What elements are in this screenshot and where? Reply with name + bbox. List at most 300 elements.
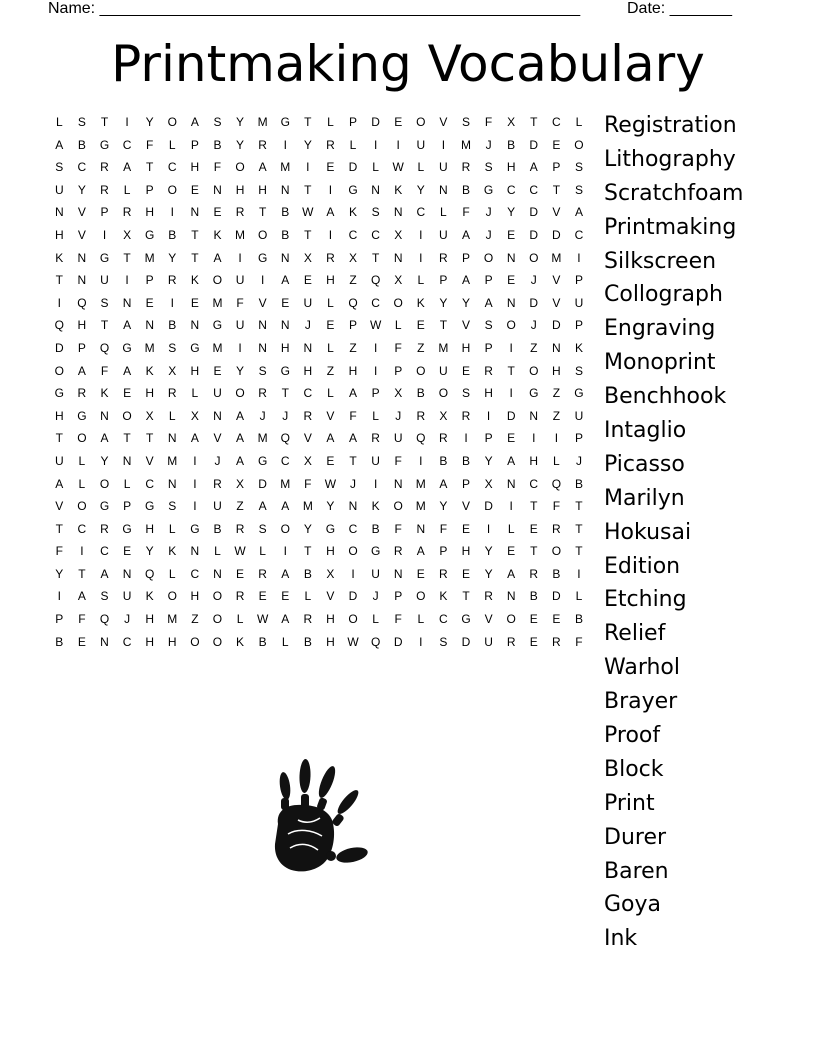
grid-letter: R (461, 408, 471, 423)
grid-letter: E (213, 205, 222, 220)
grid-letter: H (348, 363, 358, 378)
grid-letter: N (77, 273, 87, 288)
grid-letter: H (461, 340, 471, 355)
grid-letter: U (574, 408, 584, 423)
grid-letter: A (123, 318, 132, 333)
grid-letter: P (484, 340, 493, 355)
grid-letter: I (419, 453, 423, 468)
grid-letter: X (326, 566, 335, 581)
grid-letter: D (54, 340, 64, 355)
grid-letter: Z (417, 340, 425, 355)
grid-letter: T (123, 250, 131, 265)
grid-letter: Q (280, 431, 290, 446)
grid-letter: I (486, 521, 491, 536)
grid-letter: I (373, 340, 378, 355)
grid-letter: R (506, 634, 516, 649)
grid-letter: F (394, 612, 402, 627)
word-list-item: Etching (604, 587, 687, 613)
grid-letter: E (529, 612, 538, 627)
grid-letter: N (258, 340, 267, 355)
grid-letter: U (416, 137, 426, 152)
grid-letter: O (393, 295, 403, 310)
grid-letter: N (506, 476, 516, 491)
grid-letter: G (280, 115, 290, 129)
grid-letter: B (168, 227, 177, 242)
grid-letter: E (416, 318, 425, 333)
grid-letter: G (122, 521, 132, 536)
grid-letter: E (461, 363, 470, 378)
grid-letter: Y (236, 137, 245, 152)
grid-letter: A (574, 205, 583, 220)
grid-letter: A (349, 386, 358, 401)
grid-letter: C (552, 115, 561, 129)
grid-letter: Q (416, 431, 426, 446)
grid-letter: U (122, 589, 132, 604)
grid-letter: X (145, 408, 154, 423)
grid-letter: J (304, 318, 311, 333)
grid-letter: H (77, 318, 87, 333)
grid-letter: O (348, 612, 358, 627)
grid-letter: X (168, 363, 177, 378)
grid-letter: B (77, 137, 86, 152)
grid-letter: A (349, 431, 358, 446)
grid-letter: C (348, 227, 358, 242)
grid-letter: N (552, 340, 561, 355)
grid-letter: F (304, 476, 312, 491)
grid-letter: B (371, 521, 380, 536)
grid-letter: P (123, 499, 132, 514)
grid-letter: N (439, 182, 448, 197)
grid-letter: Z (191, 612, 199, 627)
grid-letter: Z (552, 408, 561, 423)
grid-letter: K (145, 363, 154, 378)
word-list-item: Proof (604, 723, 661, 749)
grid-letter: J (575, 453, 582, 468)
grid-letter: W (302, 205, 314, 220)
grid-letter: O (574, 137, 584, 152)
grid-letter: B (55, 634, 64, 649)
grid-letter: V (55, 499, 64, 514)
grid-letter: I (509, 499, 513, 514)
word-list-item: Marilyn (604, 485, 685, 511)
grid-letter: S (484, 160, 493, 175)
grid-letter: K (100, 386, 109, 401)
grid-letter: O (235, 160, 245, 175)
grid-letter: S (168, 499, 177, 514)
grid-letter: K (371, 499, 380, 514)
grid-letter: P (574, 431, 583, 446)
grid-letter: X (236, 476, 245, 491)
grid-letter: Z (349, 340, 357, 355)
grid-letter: M (167, 612, 178, 627)
grid-letter: P (394, 363, 403, 378)
grid-letter: P (349, 318, 358, 333)
grid-letter: K (236, 634, 245, 649)
grid-letter: E (145, 295, 154, 310)
grid-letter: T (304, 544, 312, 559)
grid-letter: S (77, 115, 86, 129)
grid-letter: K (574, 340, 583, 355)
grid-letter: W (234, 544, 246, 559)
grid-letter: T (304, 227, 312, 242)
grid-letter: E (326, 453, 335, 468)
grid-letter: E (394, 115, 403, 129)
grid-letter: S (484, 318, 493, 333)
grid-letter: G (99, 499, 110, 514)
grid-letter: I (57, 295, 61, 310)
grid-letter: A (484, 295, 493, 310)
grid-letter: P (439, 544, 448, 559)
word-list-item: Goya (604, 892, 662, 918)
grid-letter: Q (145, 566, 155, 581)
grid-letter: W (392, 160, 404, 175)
grid-letter: O (167, 182, 177, 197)
grid-letter: C (506, 182, 516, 197)
grid-letter: G (212, 318, 223, 333)
grid-letter: M (144, 340, 155, 355)
grid-letter: I (125, 115, 129, 129)
grid-letter: O (167, 115, 177, 129)
grid-letter: K (416, 295, 425, 310)
grid-letter: O (212, 612, 223, 627)
grid-letter: A (326, 205, 335, 220)
word-list-item: Engraving (604, 316, 716, 342)
grid-letter: R (529, 566, 539, 581)
grid-letter: W (347, 634, 359, 649)
grid-letter: U (54, 453, 64, 468)
grid-letter: H (145, 612, 154, 627)
grid-letter: I (328, 227, 333, 242)
grid-letter: R (235, 589, 245, 604)
word-list-item: Picasso (604, 451, 685, 477)
grid-letter: T (304, 115, 312, 129)
grid-letter: N (190, 205, 200, 220)
word-list-item: Monoprint (604, 350, 716, 376)
word-list-item: Warhol (604, 655, 681, 681)
grid-letter: A (236, 453, 245, 468)
grid-letter: J (530, 318, 537, 333)
grid-letter: G (77, 408, 87, 423)
name-field-label: Name: ______________________________________________________ (48, 0, 581, 17)
grid-letter: R (100, 160, 109, 175)
grid-letter: A (258, 499, 267, 514)
grid-letter: A (55, 137, 64, 152)
grid-letter: D (552, 318, 561, 333)
grid-letter: L (327, 386, 334, 401)
grid-letter: O (257, 227, 268, 242)
grid-letter: T (530, 499, 538, 514)
grid-letter: E (326, 160, 335, 175)
grid-letter: I (373, 137, 378, 152)
grid-letter: C (77, 160, 87, 175)
grid-letter: O (99, 476, 110, 491)
grid-letter: N (280, 182, 290, 197)
grid-letter: O (212, 273, 223, 288)
word-list-item: Relief (604, 621, 666, 647)
grid-letter: R (416, 408, 426, 423)
grid-letter: T (552, 182, 561, 197)
grid-letter: P (461, 476, 470, 491)
grid-letter: B (281, 205, 290, 220)
grid-letter: J (214, 453, 221, 468)
grid-letter: V (77, 205, 86, 220)
word-list-item: Registration (604, 113, 737, 138)
grid-letter: F (394, 340, 402, 355)
grid-letter: L (78, 476, 86, 491)
grid-letter: H (552, 363, 561, 378)
grid-letter: B (461, 453, 470, 468)
grid-letter: G (99, 250, 110, 265)
grid-letter: Q (370, 634, 381, 649)
grid-letter: G (190, 521, 200, 536)
grid-letter: J (259, 408, 266, 423)
grid-letter: G (280, 363, 290, 378)
grid-letter: I (441, 137, 446, 152)
grid-letter: G (370, 544, 381, 559)
grid-letter: T (258, 205, 267, 220)
date-field-label: Date: _______ (627, 0, 732, 17)
grid-letter: B (574, 612, 583, 627)
grid-letter: T (371, 250, 380, 265)
word-list-item: Benchhook (604, 384, 727, 410)
grid-letter: P (145, 182, 154, 197)
grid-letter: J (485, 227, 492, 242)
grid-letter: R (100, 521, 109, 536)
grid-letter: A (100, 566, 109, 581)
grid-letter: Z (552, 386, 561, 401)
grid-letter: Y (145, 115, 154, 129)
grid-letter: T (55, 521, 63, 536)
grid-letter: R (303, 612, 313, 627)
grid-letter: R (235, 205, 245, 220)
grid-letter: I (170, 295, 174, 310)
grid-letter: P (349, 115, 358, 129)
grid-letter: L (372, 408, 379, 423)
grid-letter: T (304, 182, 312, 197)
grid-letter: H (190, 160, 200, 175)
word-list-item: Lithography (604, 146, 736, 172)
grid-letter: L (168, 521, 176, 536)
grid-letter: M (167, 453, 178, 468)
grid-letter: F (146, 137, 154, 152)
grid-letter: A (55, 476, 64, 491)
grid-letter: B (416, 386, 425, 401)
grid-letter: M (212, 295, 223, 310)
grid-letter: V (484, 612, 493, 627)
grid-letter: T (100, 318, 109, 333)
grid-letter: G (190, 340, 200, 355)
grid-letter: O (212, 634, 223, 649)
grid-letter: R (167, 386, 177, 401)
grid-letter: A (236, 431, 245, 446)
grid-letter: P (371, 386, 380, 401)
grid-letter: S (258, 363, 267, 378)
grid-letter: A (416, 544, 425, 559)
grid-letter: G (574, 386, 584, 401)
grid-letter: D (529, 205, 539, 220)
grid-letter: A (461, 227, 470, 242)
grid-letter: U (484, 634, 493, 649)
grid-letter: J (124, 612, 131, 627)
grid-letter: F (575, 634, 583, 649)
grid-letter: R (258, 386, 267, 401)
grid-letter: I (486, 408, 491, 423)
grid-letter: S (100, 589, 109, 604)
grid-letter: D (348, 589, 358, 604)
grid-letter: C (348, 521, 358, 536)
grid-letter: M (212, 340, 223, 355)
grid-letter: T (78, 566, 86, 581)
grid-letter: D (552, 227, 561, 242)
grid-letter: U (54, 182, 64, 197)
word-list (604, 109, 743, 956)
grid-letter: H (280, 340, 290, 355)
grid-letter: K (190, 273, 199, 288)
grid-letter: N (190, 544, 200, 559)
grid-letter: G (257, 453, 268, 468)
grid-letter: K (55, 250, 64, 265)
grid-letter: J (282, 408, 289, 423)
grid-letter: I (328, 182, 333, 197)
grid-letter: A (258, 160, 267, 175)
grid-letter: R (552, 634, 561, 649)
grid-letter: A (123, 363, 132, 378)
grid-letter: F (394, 453, 402, 468)
grid-letter: R (439, 250, 448, 265)
grid-letter: Y (484, 544, 493, 559)
grid-letter: I (532, 431, 536, 446)
grid-letter: C (439, 612, 448, 627)
grid-letter: M (551, 250, 562, 265)
word-list-item: Baren (604, 858, 669, 884)
grid-letter: A (439, 476, 448, 491)
grid-letter: N (77, 250, 87, 265)
grid-letter: N (416, 521, 426, 536)
grid-letter: E (190, 295, 199, 310)
grid-letter: K (394, 182, 403, 197)
grid-letter: J (372, 589, 379, 604)
grid-letter: E (507, 431, 516, 446)
grid-letter: F (236, 295, 244, 310)
grid-letter: R (439, 431, 448, 446)
grid-letter: L (417, 273, 425, 288)
grid-letter: L (507, 521, 515, 536)
grid-letter: Q (54, 318, 64, 333)
grid-letter: R (213, 476, 222, 491)
grid-letter: X (394, 227, 403, 242)
grid-letter: N (122, 566, 132, 581)
grid-letter: S (574, 160, 583, 175)
grid-letter: A (281, 273, 290, 288)
grid-letter: P (574, 318, 583, 333)
grid-letter: Q (551, 476, 562, 491)
grid-letter: V (326, 589, 335, 604)
handprint-icon (268, 758, 372, 876)
grid-letter: R (484, 363, 493, 378)
grid-letter: T (191, 250, 199, 265)
word-list-item: Intaglio (604, 418, 687, 444)
grid-letter: U (439, 227, 448, 242)
grid-letter: I (306, 160, 310, 175)
grid-letter: P (394, 589, 403, 604)
grid-letter: S (100, 295, 109, 310)
grid-letter: R (258, 137, 267, 152)
grid-letter: E (281, 589, 290, 604)
grid-letter: I (283, 544, 287, 559)
grid-letter: E (507, 273, 516, 288)
grid-letter: F (78, 612, 86, 627)
grid-letter: K (439, 589, 448, 604)
grid-letter: I (193, 476, 197, 491)
grid-letter: R (167, 273, 177, 288)
grid-letter: B (303, 566, 312, 581)
grid-letter: I (509, 386, 513, 401)
grid-letter: N (122, 295, 132, 310)
grid-letter: C (145, 476, 154, 491)
grid-letter: X (394, 386, 403, 401)
grid-letter: R (326, 137, 335, 152)
grid-letter: L (168, 408, 176, 423)
grid-letter: Y (416, 182, 425, 197)
grid-letter: Y (461, 295, 470, 310)
grid-letter: T (55, 431, 63, 446)
grid-letter: A (190, 115, 199, 129)
grid-letter: I (554, 431, 559, 446)
grid-letter: E (461, 566, 470, 581)
grid-letter: M (460, 137, 471, 152)
grid-letter: C (529, 182, 539, 197)
grid-letter: L (327, 115, 334, 129)
grid-letter: I (238, 250, 242, 265)
grid-letter: O (77, 499, 87, 514)
word-list-item: Brayer (604, 689, 678, 715)
grid-letter: N (100, 408, 109, 423)
grid-letter: D (484, 499, 493, 514)
grid-letter: O (416, 363, 426, 378)
grid-letter: D (393, 634, 403, 649)
grid-letter: D (529, 137, 539, 152)
grid-letter: I (419, 250, 423, 265)
grid-letter: V (552, 205, 561, 220)
grid-letter: T (530, 544, 538, 559)
grid-letter: N (280, 250, 290, 265)
grid-letter: L (55, 115, 63, 129)
grid-letter: H (145, 386, 154, 401)
grid-letter: V (461, 499, 470, 514)
grid-letter: R (371, 431, 380, 446)
grid-letter: M (280, 160, 291, 175)
grid-letter: L (575, 115, 583, 129)
grid-letter: S (461, 386, 470, 401)
grid-letter: A (281, 612, 290, 627)
grid-letter: A (77, 363, 86, 378)
grid-letter: K (145, 589, 154, 604)
grid-letter: E (236, 566, 245, 581)
grid-letter: Y (303, 521, 312, 536)
grid-letter: Y (77, 182, 86, 197)
grid-letter: E (529, 521, 538, 536)
grid-letter: U (371, 566, 380, 581)
grid-letter: R (235, 521, 245, 536)
grid-letter: K (213, 227, 222, 242)
grid-letter: H (326, 544, 335, 559)
word-list-item: Block (604, 756, 664, 782)
grid-letter: U (574, 295, 584, 310)
grid-letter: I (80, 544, 84, 559)
grid-letter: N (100, 634, 109, 649)
grid-letter: T (146, 431, 154, 446)
word-list-item: Edition (604, 553, 681, 579)
